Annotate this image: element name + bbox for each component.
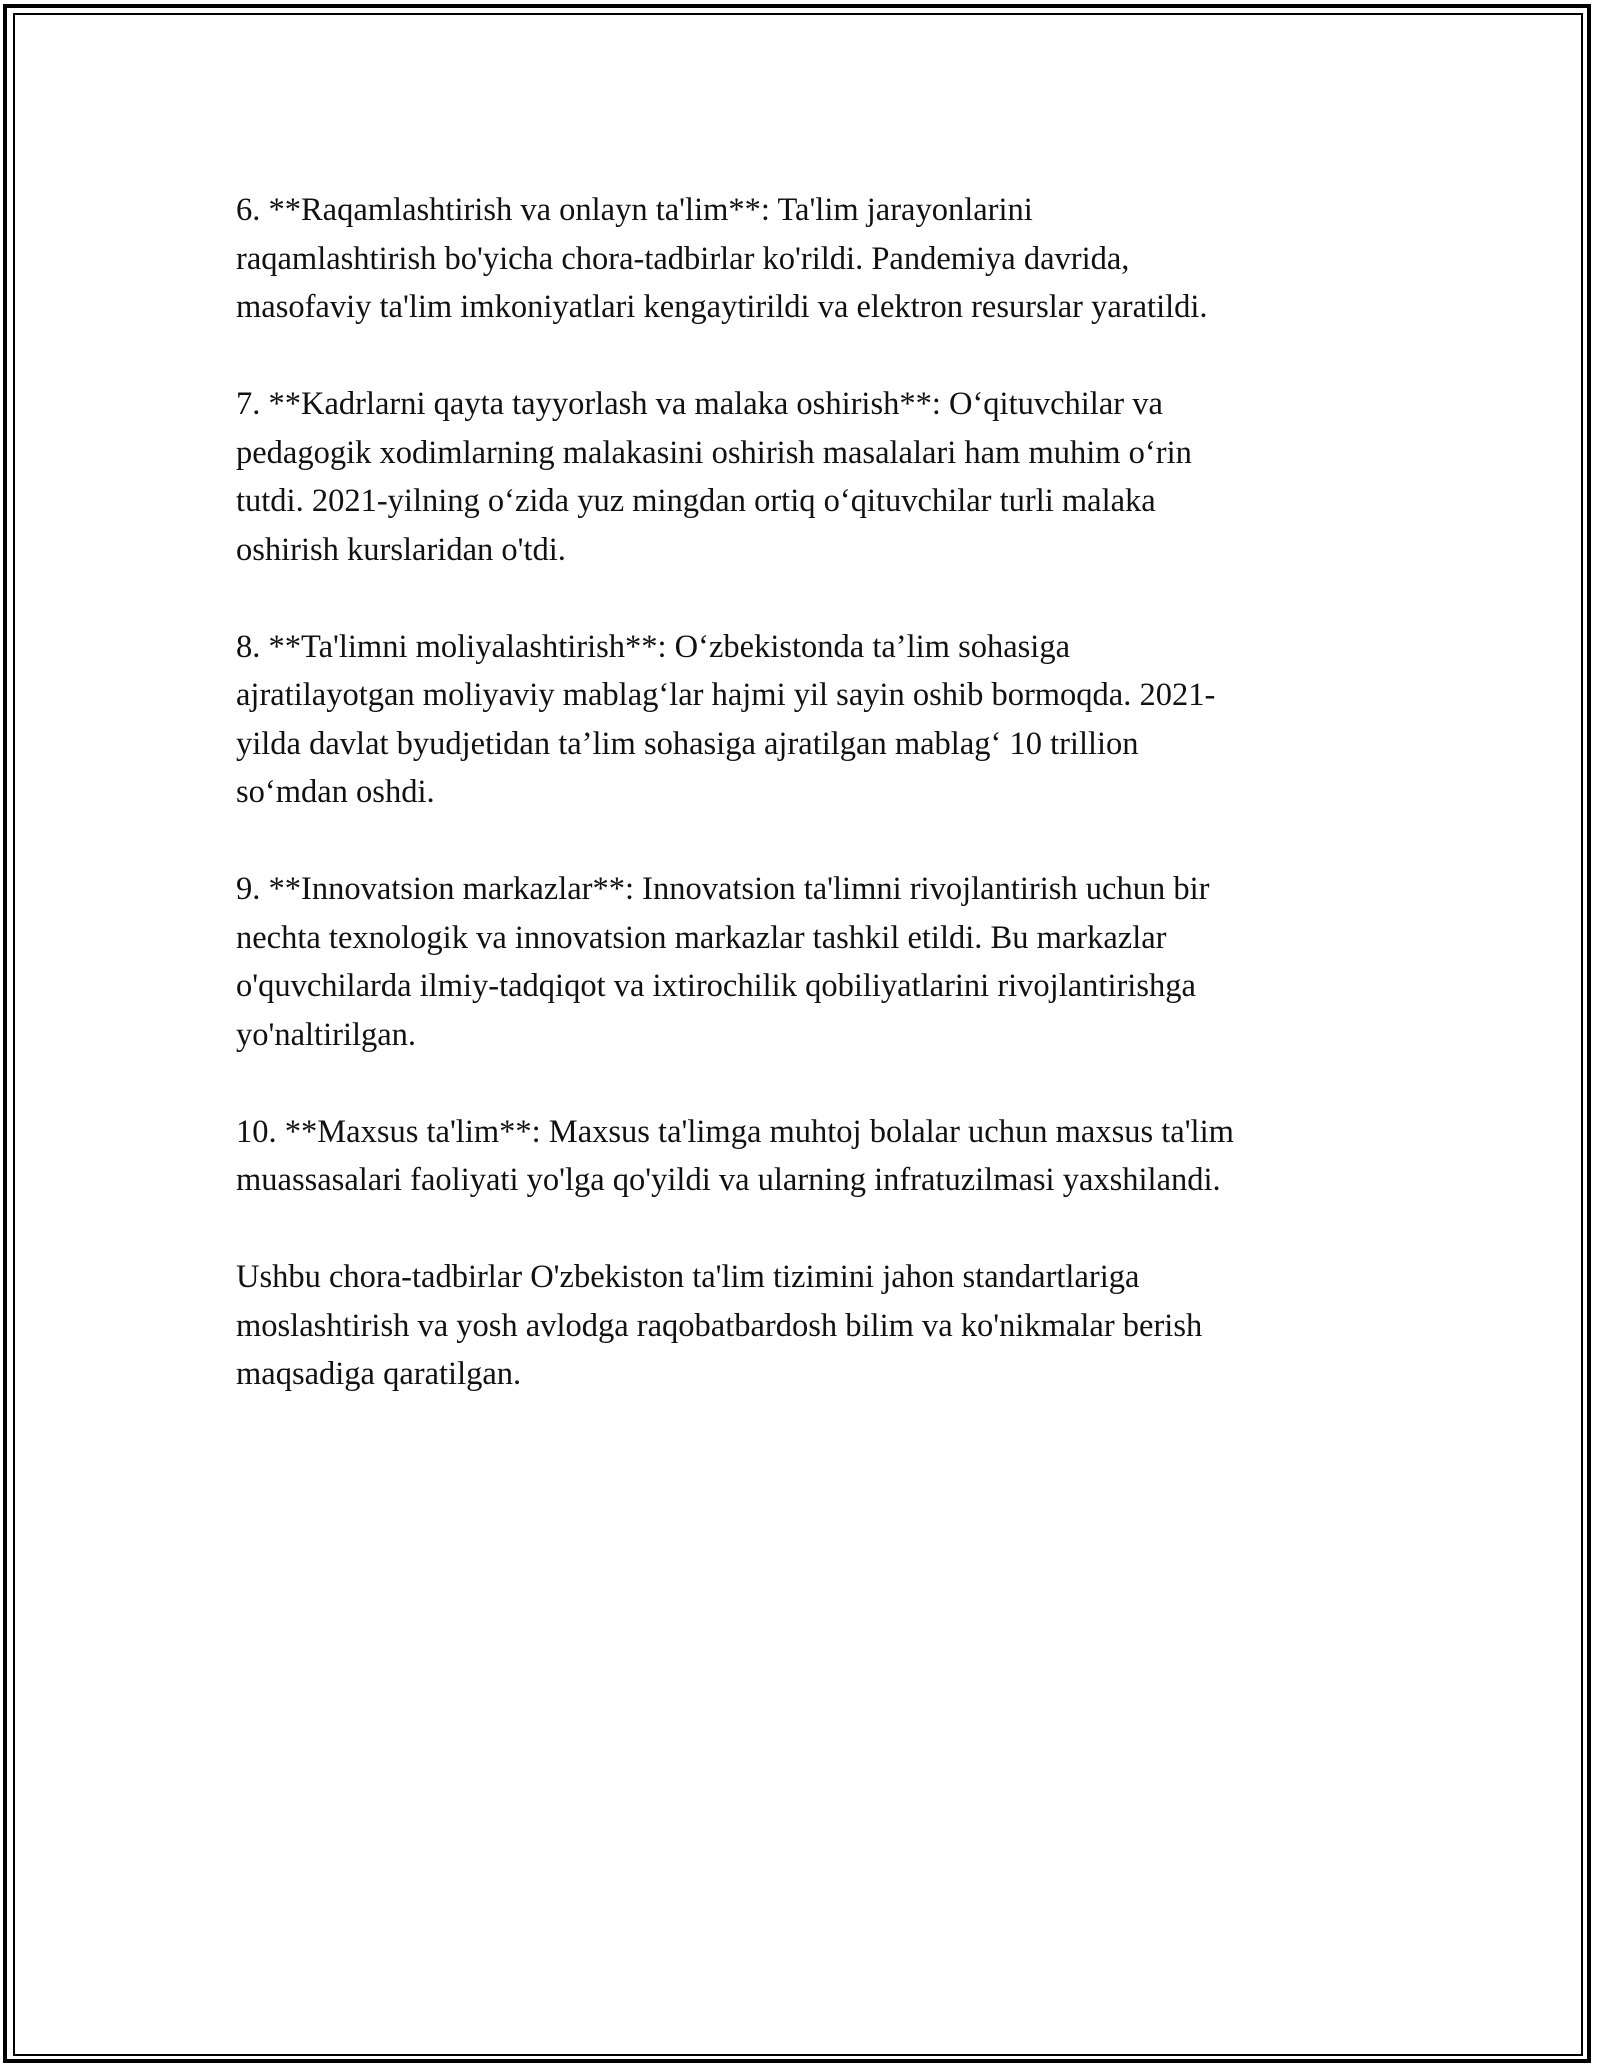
paragraph-item-8: 8. **Ta'limni moliyalashtirish**: O‘zbekistonda ta’lim sohasiga ajratilayotgan moliyaviy mablag‘lar hajmi yil sayin oshib bormoqda. 2021- yilda davlat byudjetidan ta’lim sohasiga ajratilgan mablag‘ 10 trillion so‘mdan oshdi. xyxy=(236,628,1216,810)
paragraph-item-7: 7. **Kadrlarni qayta tayyorlash va malaka oshirish**: O‘qituvchilar va pedagogik xodimlarning malakasini oshirish masalalari ham muhim o‘rin tutdi. 2021-yilning o‘zida yuz mingdan ortiq o‘qituvchilar turli malaka oshirish kurslaridan o'tdi. xyxy=(236,386,1192,568)
document-body xyxy=(236,186,1366,1447)
paragraph-item-6: 6. **Raqamlashtirish va onlayn ta'lim**: Ta'lim jarayonlarini raqamlashtirish bo'yicha chora-tadbirlar ko'rildi. Pandemiya davrida, masofaviy ta'lim imkoniyatlari kengaytirildi va elektron resurslar yaratildi. xyxy=(236,192,1208,325)
paragraph-item-10: 10. **Maxsus ta'lim**: Maxsus ta'limga muhtoj bolalar uchun maxsus ta'lim muassasalari faoliyati yo'lga qo'yildi va ularning infratuzilmasi yaxshilandi. xyxy=(236,1113,1234,1198)
paragraph-item-9: 9. **Innovatsion markazlar**: Innovatsion ta'limni rivojlantirish uchun bir nechta texnologik va innovatsion markazlar tashkil etildi. Bu markazlar o'quvchilarda ilmiy-tadqiqot va ixtirochilik qobiliyatlarini rivojlantirishga yo'naltirilgan. xyxy=(236,871,1210,1053)
paragraph-conclusion: Ushbu chora-tadbirlar O'zbekiston ta'lim tizimini jahon standartlariga moslashtirish va yosh avlodga raqobatbardosh bilim va ko'nikmalar berish maqsadiga qaratilgan. xyxy=(236,1259,1203,1392)
